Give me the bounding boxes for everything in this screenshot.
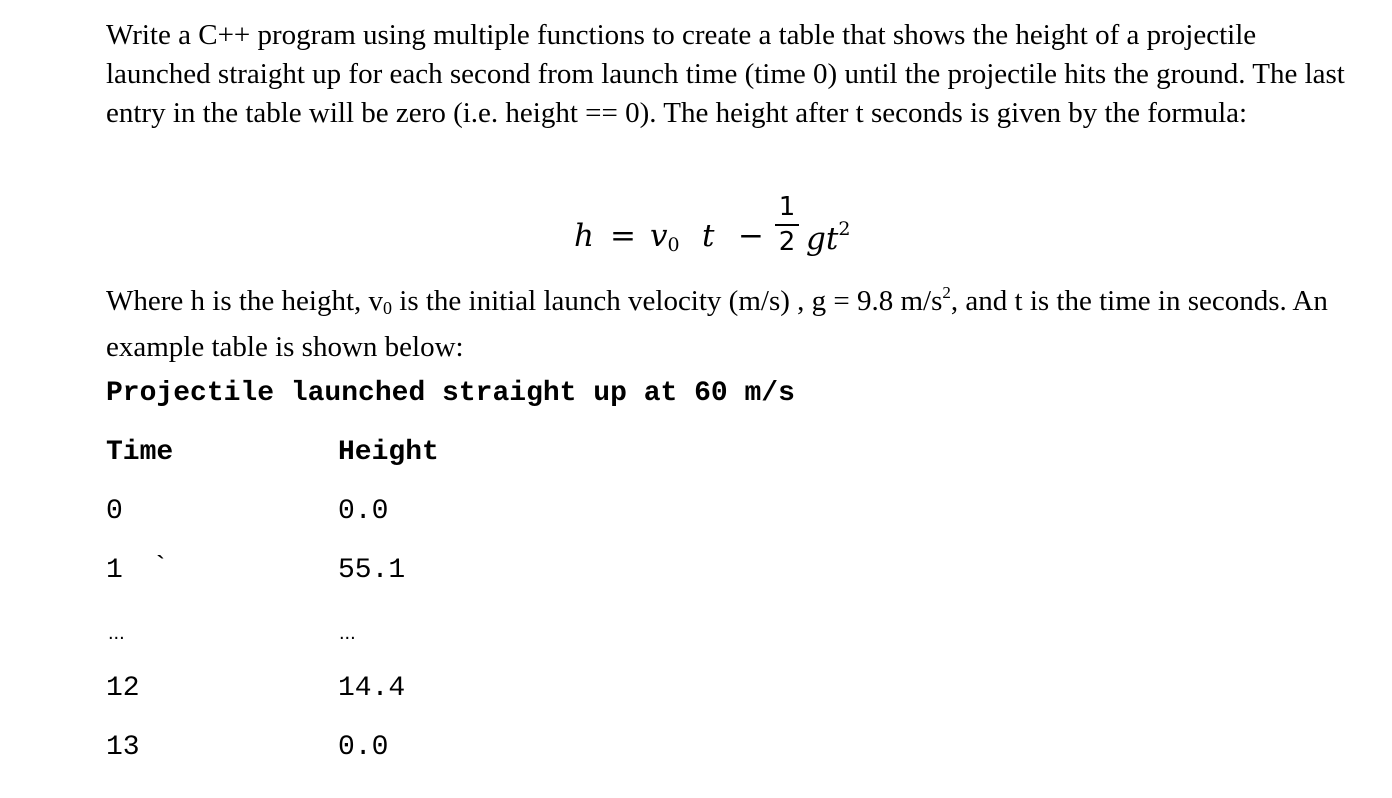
variable-explanation	[106, 282, 1356, 367]
row-3-height: 14.4	[338, 673, 406, 704]
formula-minus: −	[738, 218, 764, 254]
row-1-time: 1	[106, 555, 123, 586]
fraction-bar	[775, 224, 799, 226]
explanation-exponent: 2	[942, 283, 951, 302]
height-formula	[574, 190, 874, 280]
row-0-time: 0	[106, 496, 123, 527]
header-height: Height	[338, 437, 439, 468]
formula-v0	[650, 218, 680, 256]
formula-t: t	[702, 218, 715, 254]
row-0-height: 0.0	[338, 496, 389, 527]
header-time: Time	[106, 437, 174, 468]
row-1-height: 55.1	[338, 555, 406, 586]
formula-fraction	[774, 192, 800, 256]
row-4-time: 13	[106, 732, 140, 763]
formula-v-sub: 0	[667, 234, 680, 256]
formula-v: v	[650, 218, 668, 254]
table-title: Projectile launched straight up at 60 m/s	[106, 378, 795, 409]
row-2-height: ...	[339, 622, 356, 644]
formula-exponent: 2	[838, 218, 851, 240]
row-4-height: 0.0	[338, 732, 389, 763]
explanation-part2: is the initial launch velocity (m/s) , g = 9.8 m/s	[392, 285, 943, 317]
row-3-time: 12	[106, 673, 140, 704]
row-2-time: ...	[108, 622, 125, 644]
stray-mark: `	[152, 553, 169, 584]
problem-statement: Write a C++ program using multiple functions to create a table that shows the height of a projectile launched straight up for each second from launch time (time 0) until the projectile hits the ground. The last entry in the table will be zero (i.e. height == 0). The height after t seconds is given by the formula:	[106, 19, 1345, 129]
formula-h: h	[574, 218, 594, 254]
fraction-denominator: 2	[778, 227, 796, 257]
formula-equals: =	[610, 218, 636, 254]
explanation-part1: Where h is the height, v	[106, 285, 384, 317]
explanation-v-sub: 0	[383, 298, 393, 318]
formula-gt-squared	[806, 218, 850, 257]
explanation-part3: , and t is the time in seconds. An example table is shown below:	[106, 285, 1328, 363]
fraction-numerator: 1	[778, 192, 796, 222]
formula-gt: gt	[806, 221, 839, 257]
